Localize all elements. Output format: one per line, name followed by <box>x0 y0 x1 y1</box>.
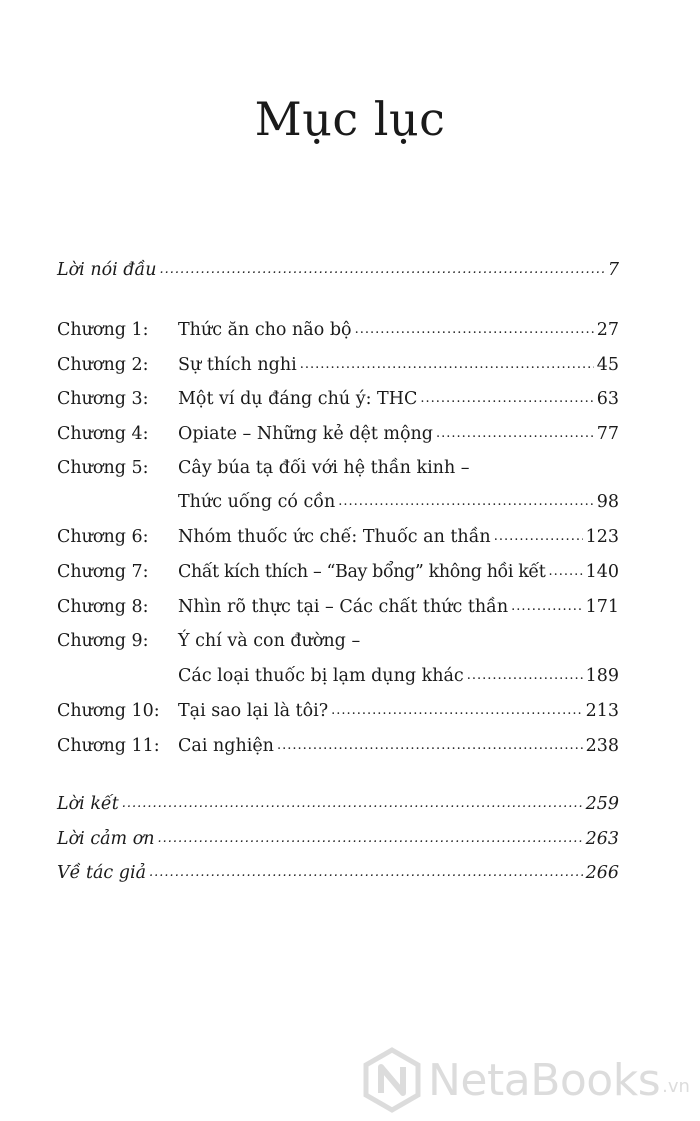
page-number: 63 <box>596 389 619 409</box>
toc-entry-preface[interactable] <box>57 250 619 280</box>
toc-entry-chapter-9-continued[interactable] <box>57 656 619 686</box>
dot-leader <box>158 831 583 846</box>
toc-entry-acknowledgments[interactable] <box>57 819 619 849</box>
page-title: Mục lục <box>254 92 446 146</box>
chapter-label: Chương 11: <box>57 736 160 756</box>
toc-entry-chapter-10[interactable] <box>57 691 619 721</box>
page-number: 263 <box>585 829 619 849</box>
watermark-brand: NetaBooks <box>428 1054 661 1106</box>
entry-title: Nhìn rõ thực tại – Các chất thức thần <box>178 597 509 617</box>
toc-entry-chapter-11[interactable] <box>57 726 619 756</box>
entry-title: Tại sao lại là tôi? <box>178 701 329 721</box>
entry-title: Lời kết <box>57 794 119 814</box>
entry-title: Thức ăn cho não bộ <box>178 320 352 340</box>
entry-title: Về tác giả <box>57 863 147 883</box>
dot-leader <box>331 703 582 718</box>
dot-leader <box>420 391 593 406</box>
toc-entry-chapter-2[interactable] <box>57 345 619 375</box>
page-number: 45 <box>596 355 619 375</box>
page-number: 259 <box>585 794 619 814</box>
toc-entry-chapter-9[interactable] <box>57 621 619 651</box>
toc-entry-chapter-4[interactable] <box>57 414 619 444</box>
page-number: 171 <box>585 597 619 617</box>
dot-leader <box>494 529 583 544</box>
chapter-label: Chương 7: <box>57 562 149 582</box>
toc-entry-chapter-7[interactable] <box>57 552 619 582</box>
entry-title: Chất kích thích – “Bay bổng” không hồi kết <box>178 562 546 582</box>
entry-title: Lời cảm ơn <box>57 829 155 849</box>
page-number: 266 <box>585 863 619 883</box>
dot-leader <box>149 865 583 880</box>
toc-entry-about-author[interactable] <box>57 853 619 883</box>
toc-entry-chapter-6[interactable] <box>57 517 619 547</box>
toc-entry-chapter-3[interactable] <box>57 379 619 409</box>
entry-title: Ý chí và con đường – <box>178 631 361 651</box>
entry-title: Nhóm thuốc ức chế: Thuốc an thần <box>178 527 491 547</box>
watermark <box>362 1040 690 1120</box>
page-number: 77 <box>596 424 619 444</box>
page-number: 189 <box>585 666 619 686</box>
chapter-label: Chương 10: <box>57 701 160 721</box>
toc-entry-chapter-8[interactable] <box>57 587 619 617</box>
chapter-label: Chương 4: <box>57 424 149 444</box>
dot-leader <box>159 262 604 277</box>
entry-title-continued: Thức uống có cồn <box>178 492 336 512</box>
entry-title: Lời nói đầu <box>57 260 157 280</box>
page-number: 27 <box>596 320 619 340</box>
chapter-label: Chương 9: <box>57 631 149 651</box>
entry-title: Opiate – Những kẻ dệt mộng <box>178 424 434 444</box>
chapter-label: Chương 3: <box>57 389 149 409</box>
chapter-label: Chương 6: <box>57 527 149 547</box>
dot-leader <box>436 426 594 441</box>
dot-leader <box>277 738 583 753</box>
toc-entry-chapter-1[interactable] <box>57 310 619 340</box>
dot-leader <box>511 599 582 614</box>
dot-leader <box>300 357 594 372</box>
toc-entry-epilogue[interactable] <box>57 784 619 814</box>
toc-entry-chapter-5-continued[interactable] <box>57 482 619 512</box>
toc-entry-chapter-5[interactable] <box>57 448 619 478</box>
page-number: 213 <box>585 701 619 721</box>
dot-leader <box>467 668 583 683</box>
entry-title: Sự thích nghi <box>178 355 297 375</box>
dot-leader <box>122 796 583 811</box>
entry-title: Cây búa tạ đối với hệ thần kinh – <box>178 458 470 478</box>
dot-leader <box>355 322 594 337</box>
entry-title: Cai nghiện <box>178 736 274 756</box>
page-number: 123 <box>585 527 619 547</box>
chapter-label: Chương 1: <box>57 320 149 340</box>
chapter-label: Chương 5: <box>57 458 149 478</box>
page-number: 140 <box>585 562 619 582</box>
page-number: 238 <box>585 736 619 756</box>
chapter-label: Chương 8: <box>57 597 149 617</box>
dot-leader <box>338 494 593 509</box>
watermark-suffix: .vn <box>662 1075 690 1097</box>
entry-title: Một ví dụ đáng chú ý: THC <box>178 389 418 409</box>
page-number: 7 <box>607 260 619 280</box>
dot-leader <box>548 564 582 579</box>
entry-title-continued: Các loại thuốc bị lạm dụng khác <box>178 666 464 686</box>
netabooks-logo-icon <box>362 1047 422 1113</box>
chapter-label: Chương 2: <box>57 355 149 375</box>
page-number: 98 <box>596 492 619 512</box>
